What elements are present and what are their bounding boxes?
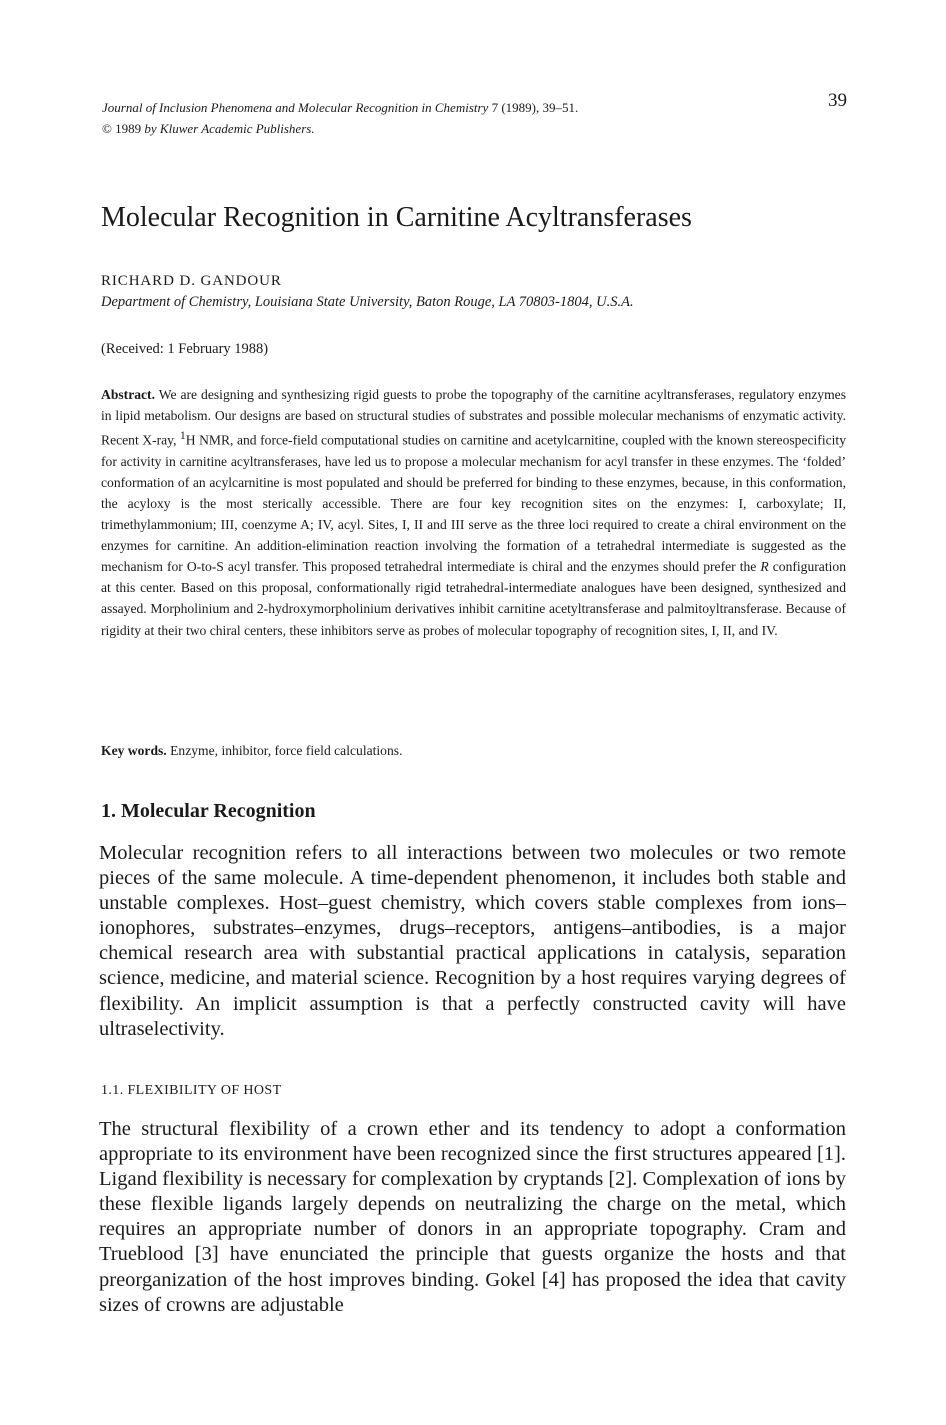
abstract-superscript: 1	[180, 430, 186, 443]
section-heading: 1. Molecular Recognition	[101, 800, 316, 822]
received-date: (Received: 1 February 1988)	[101, 341, 269, 357]
page-number: 39	[828, 90, 847, 111]
keywords-text: Enzyme, inhibitor, force field calculations.	[170, 743, 403, 758]
author-affiliation: Department of Chemistry, Louisiana State University, Baton Rouge, LA 70803-1804, U.S.A.	[101, 294, 634, 310]
copyright-line	[102, 118, 802, 139]
journal-citation	[102, 97, 802, 139]
abstract-text-1: We are designing and synthesizing rigid guests to probe the topography of the carnitine acyltransferases, regulatory enzymes in lipid metabolism. Our designs are based on structural studies of substrates and possible molecular mechanisms of enzymatic activity. Recent X-ray,	[101, 387, 846, 448]
abstract-text-3: configuration at this center. Based on this proposal, conformationally rigid tetrahedral-intermediate analogues have been designed, synthesized and assayed. Morpholinium and 2-hydroxymorpholinium derivatives inhibit carnitine acetyltransferase and palmitoyltransferase. Because of rigidity at their two chiral centers, these inhibitors serve as probes of molecular topography of recognition sites, I, II, and IV.	[101, 559, 846, 638]
article-title: Molecular Recognition in Carnitine Acyltransferases	[101, 202, 692, 233]
author-name: RICHARD D. GANDOUR	[101, 273, 282, 289]
journal-volume: 7	[491, 100, 499, 115]
copyright-year: © 1989	[102, 121, 142, 136]
publisher: by Kluwer Academic Publishers.	[144, 121, 315, 136]
subsection-paragraph: The structural flexibility of a crown ether and its tendency to adopt a conformation appropriate to its environment have been recognized since the first structures appeared [1]. Ligand flexibility is necessary for complexation by cryptands [2]. Complexation of ions by these flexible ligands largely depends on neutralizing the charge on the metal, which requires an appropriate number of donors in an appropriate topography. Cram and Trueblood [3] have enunciated the principle that guests organize the hosts and that preorganization of the host improves binding. Gokel [4] has proposed the idea that cavity sizes of crowns are adjustable	[99, 1118, 846, 1316]
abstract-text-2: H NMR, and force-field computational studies on carnitine and acetylcarnitine, coupled with the known stereospecificity for activity in carnitine acyltransferases, have led us to propose a molecular mechanism for acyl transfer in these enzymes. The ‘folded’ conformation of an acylcarnitine is most populated and should be preferred for binding to these enzymes, because, in this conformation, the acyloxy is the most sterically accessible. There are four key recognition sites on the enzymes: I, carboxylate; II, trimethylammonium; III, coenzyme A; IV, acyl. Sites, I, II and III serve as the three loci required to create a chiral environment on the enzymes for carnitine. An addition-elimination reaction involving the formation of a tetrahedral intermediate is suggested as the mechanism for O-to-S acyl transfer. This proposed tetrahedral intermediate is chiral and the enzymes should prefer the	[101, 432, 846, 575]
abstract	[101, 384, 846, 641]
keywords	[101, 743, 402, 759]
subsection-heading: 1.1. FLEXIBILITY OF HOST	[101, 1083, 282, 1098]
section-paragraph: Molecular recognition refers to all interactions between two molecules or two remote pieces of the same molecule. A time-dependent phenomenon, it includes both stable and unstable complexes. Host–guest chemistry, which covers stable complexes from ions–ionophores, substrates–enzymes, drugs–receptors, antigens–antibodies, is a major chemical research area with substantial practical applications in catalysis, separation science, medicine, and material science. Recognition by a host requires varying degrees of flexibility. An implicit assumption is that a perfectly constructed cavity will have ultraselectivity.	[99, 842, 846, 1040]
abstract-label: Abstract.	[101, 387, 155, 402]
journal-issue-pages: (1989), 39–51.	[501, 100, 579, 115]
keywords-label: Key words.	[101, 743, 167, 758]
journal-name: Journal of Inclusion Phenomena and Molecular Recognition in Chemistry	[102, 100, 489, 115]
abstract-italic-r: R	[760, 559, 769, 575]
journal-line	[102, 97, 802, 118]
